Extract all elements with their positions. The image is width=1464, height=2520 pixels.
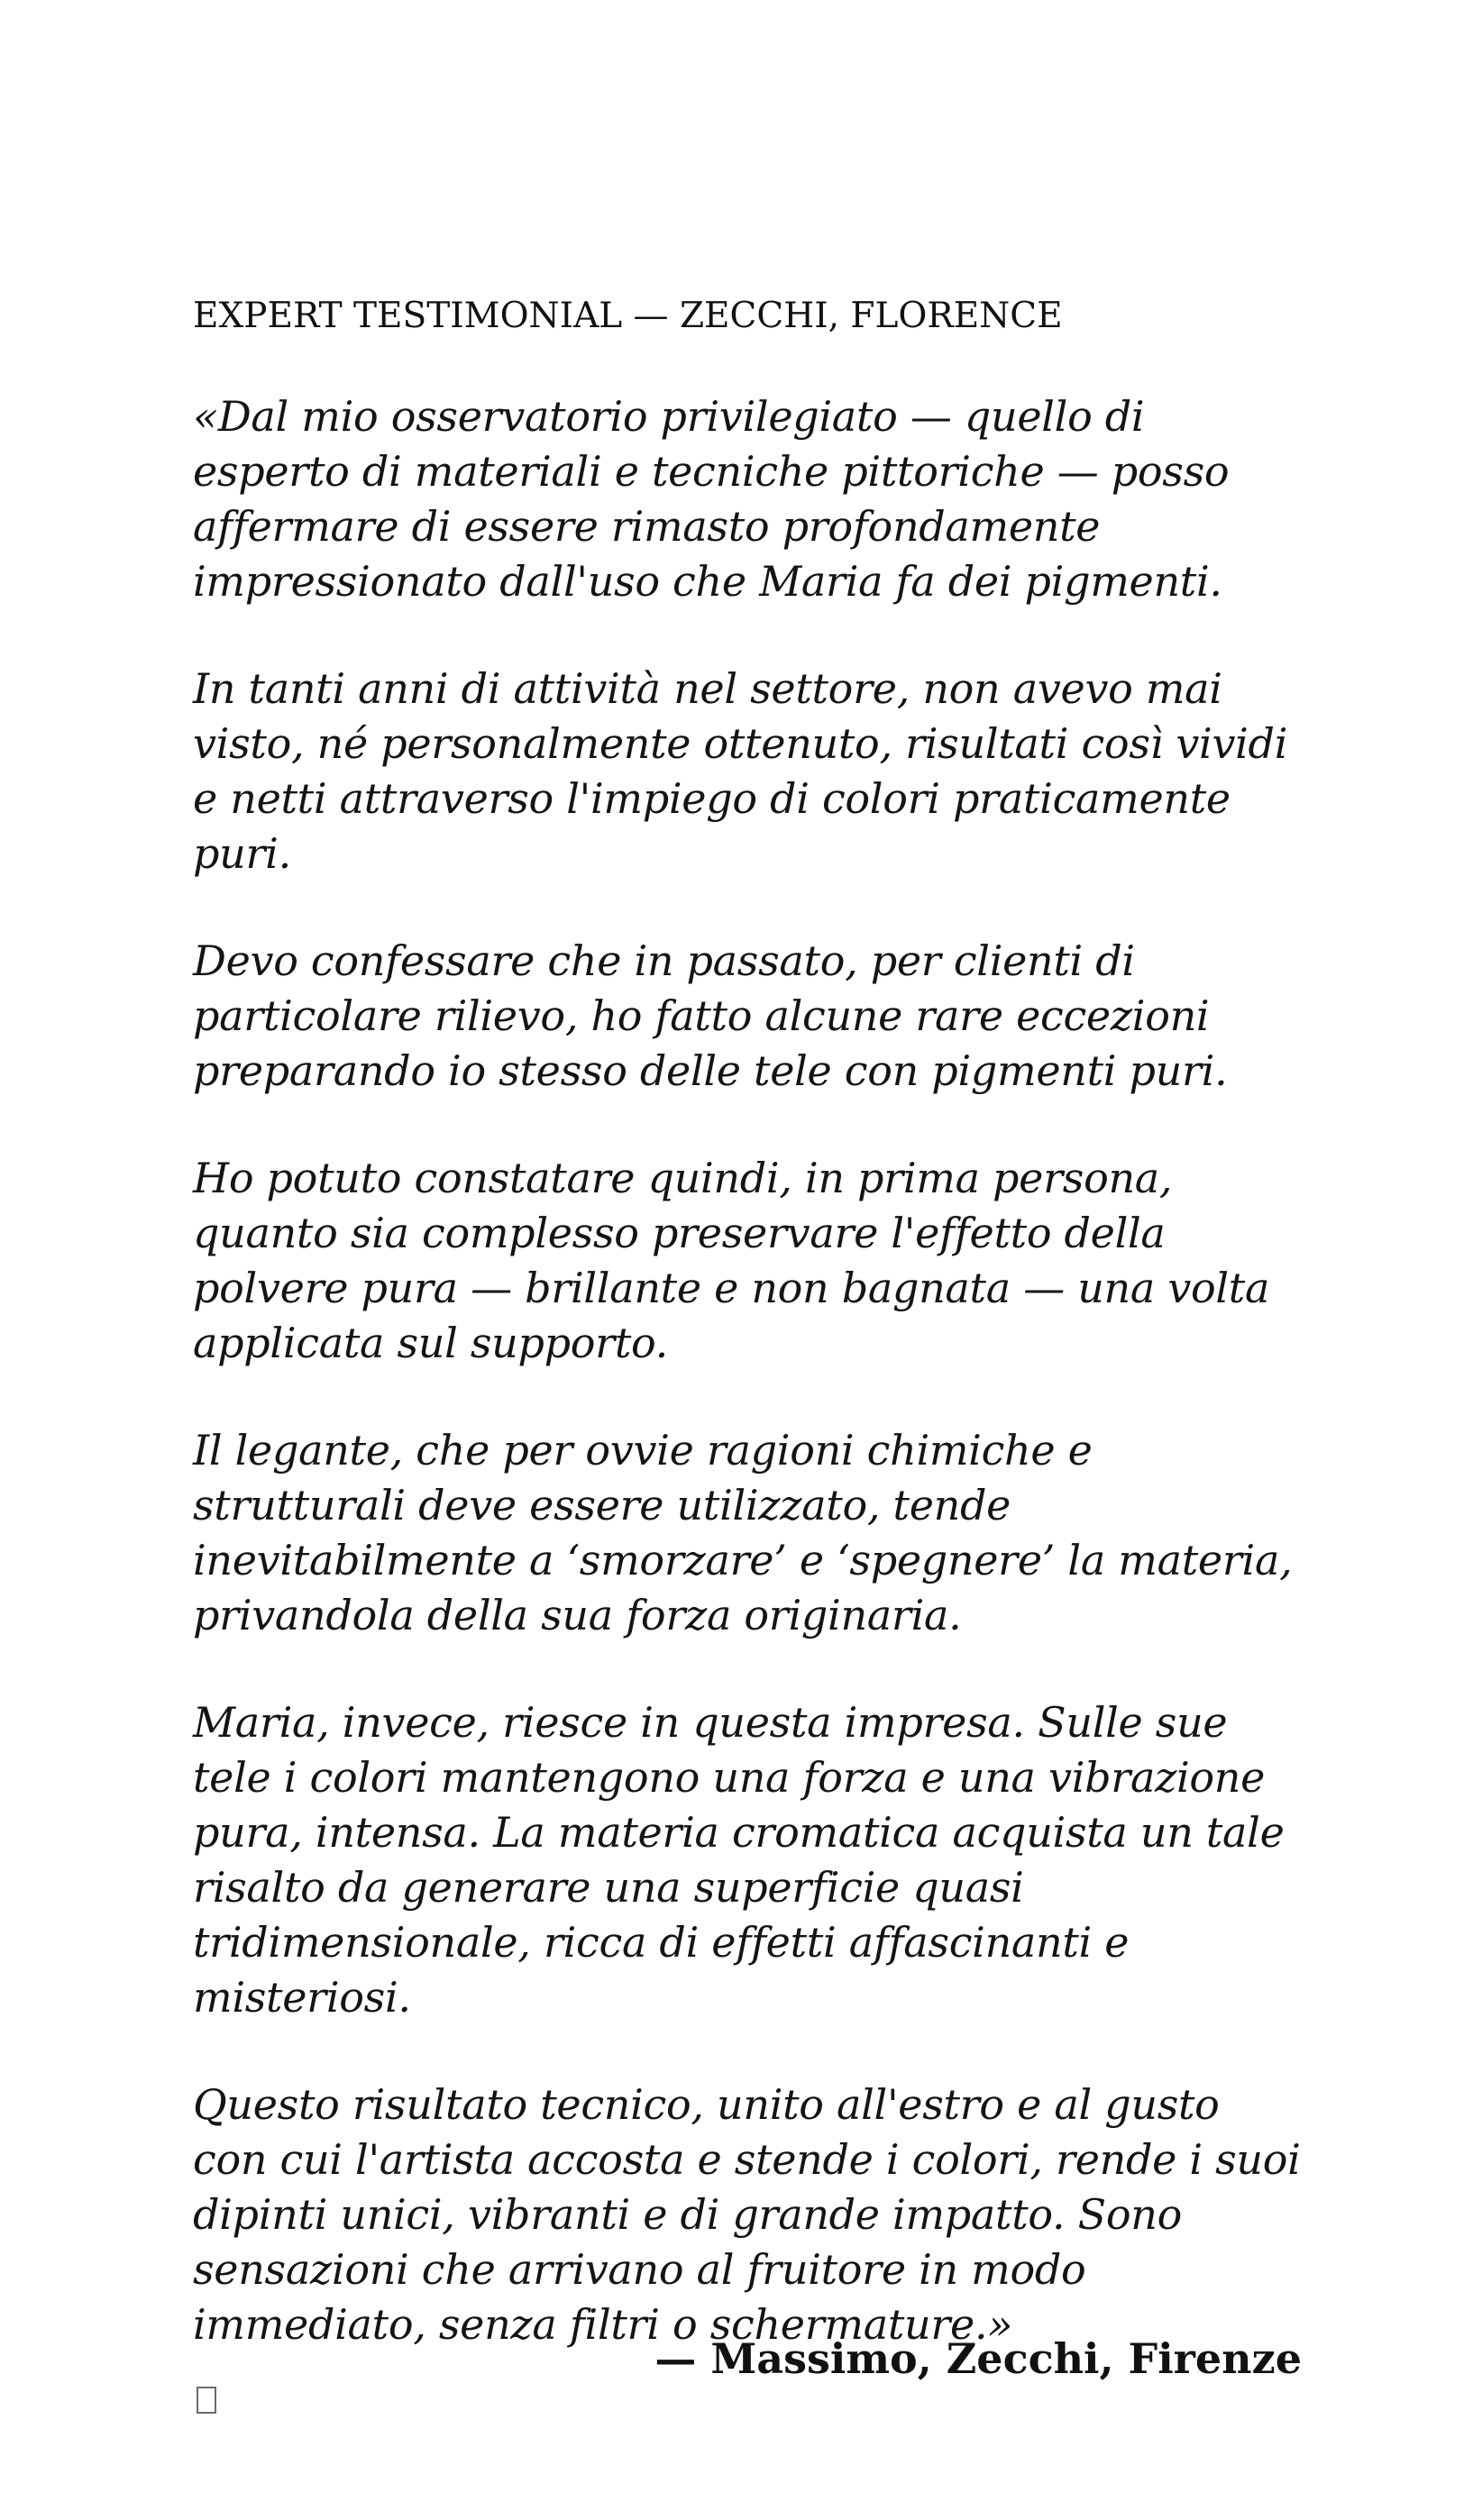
testimonial-quote [193,389,1302,2405]
quote-paragraph-6: Maria, invece, riesce in questa impresa. Sulle sue tele i colori mantengono una forza e una vibrazione pura, intensa. La materia cromatica acquista un tale risalto da generare una superficie quasi tridimensionale, ricca di effetti affascinanti e misteriosi. [193,1698,1285,2022]
quote-paragraph-3: Devo confessare che in passato, per clienti di particolare rilievo, ho fatto alcune rare eccezioni preparando io stesso delle tele con pigmenti puri. [193,936,1228,1095]
quote-attribution: — Massimo, Zecchi, Firenze [654,2334,1302,2383]
quote-paragraph-7: Questo risultato tecnico, unito all'estro e al gusto con cui l'artista accosta e stende i colori, rende i suoi dipinti unici, vibranti e di grande impatto. Sono sensazioni che arrivano al fruitore in modo immediato, senza filtri o schermature.» [193,2080,1301,2349]
quote-paragraph-1: «Dal mio osservatorio privilegiato — quello di esperto di materiali e tecniche pittoriche — posso affermare di essere rimasto profondamente impressionato dall'uso che Maria fa dei pigmenti. [193,392,1230,606]
section-eyebrow: EXPERT TESTIMONIAL — ZECCHI, FLORENCE [193,296,1063,336]
quote-paragraph-2: In tanti anni di attività nel settore, non avevo mai visto, né personalmente ottenuto, risultati così vividi e netti attraverso l'impiego di colori praticamente puri. [193,664,1288,878]
quote-paragraph-4: Ho potuto constatare quindi, in prima persona, quanto sia complesso preservare l'effetto della polvere pura — brillante e non bagnata — una volta applicata sul supporto. [193,1154,1270,1367]
quote-paragraph-5: Il legante, che per ovvie ragioni chimiche e strutturali deve essere utilizzato, tende inevitabilmente a ‘smorzare’ e ‘spegnere’ la materia, privandola della sua forza originaria. [193,1426,1293,1639]
broken-image-placeholder-icon [197,2387,216,2414]
